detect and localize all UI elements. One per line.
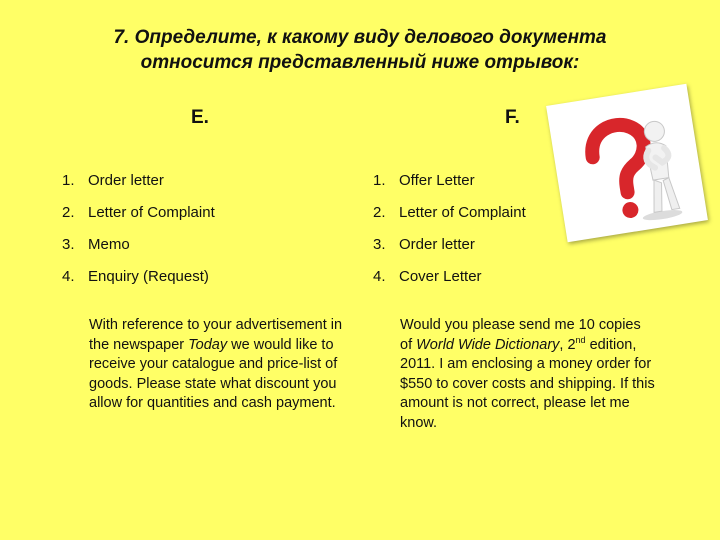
option-label: Enquiry (Request) [88, 268, 209, 285]
column-e-options [62, 172, 215, 300]
option-number: 2. [373, 204, 386, 221]
option-number: 3. [62, 236, 75, 253]
title-line-1: 7. Определите, к какому виду делового документа [113, 27, 607, 48]
option-label: Cover Letter [399, 268, 482, 285]
option-number: 4. [62, 268, 75, 285]
column-e-excerpt [89, 316, 351, 414]
option-number: 1. [62, 172, 75, 189]
excerpt-superscript: nd [575, 334, 586, 345]
excerpt-text: we would like to receive your catalogue and price-list of goods. Please state what discount you allow for quantities and cash payment. [89, 336, 338, 411]
column-f-excerpt [400, 316, 655, 433]
option-item [62, 172, 215, 204]
page-title [60, 25, 660, 75]
option-number: 3. [373, 236, 386, 253]
column-e-heading: E. [191, 107, 209, 128]
option-item [373, 236, 526, 268]
option-item [373, 172, 526, 204]
title-line-2: относится представленный ниже отрывок: [140, 52, 580, 73]
excerpt-text: edition, 2011. I am enclosing a money order for $550 to cover costs and shipping. If this amount is not correct, please let me know. [400, 336, 655, 431]
option-item [62, 204, 215, 236]
excerpt-italic: Today [188, 336, 228, 353]
option-item [373, 268, 526, 300]
excerpt-text: Would you please send me 10 copies of [400, 317, 641, 353]
option-label: Letter of Complaint [399, 204, 526, 221]
question-figure-image [546, 84, 708, 243]
option-label: Order letter [399, 236, 475, 253]
option-item [62, 236, 215, 268]
option-number: 4. [373, 268, 386, 285]
excerpt-italic: World Wide Dictionary [416, 336, 560, 353]
option-number: 2. [62, 204, 75, 221]
option-label: Memo [88, 236, 130, 253]
excerpt-text: , 2 [559, 336, 576, 353]
option-label: Letter of Complaint [88, 204, 215, 221]
option-label: Offer Letter [399, 172, 475, 189]
question-figure-icon [546, 84, 708, 243]
option-item [62, 268, 215, 300]
option-item [373, 204, 526, 236]
option-label: Order letter [88, 172, 164, 189]
option-number: 1. [373, 172, 386, 189]
excerpt-text: With reference to your advertisement in the newspaper [89, 317, 343, 353]
column-f-options [373, 172, 526, 300]
column-f-heading: F. [505, 107, 520, 128]
